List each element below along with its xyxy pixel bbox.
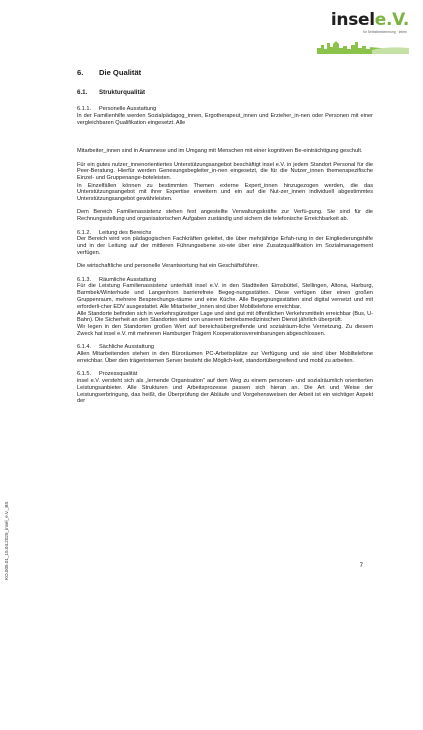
block-heading-raeumliche: 6.1.3. Räumliche Ausstattung — [77, 276, 157, 283]
subsection-heading: 6.1. Strukturqualität — [77, 89, 146, 96]
document-body — [77, 68, 373, 412]
paragraph: Die wirtschaftliche und personelle Verantwortung hat ein Geschäftsführer. — [77, 263, 259, 270]
block-heading-personelle: 6.1.1. Personelle Ausstattung — [77, 106, 157, 112]
document-code: KO.005.01_15.04.2025_insel_e.V._BS — [4, 501, 9, 580]
block-heading-leitung: 6.1.2. Leitung des Bereichs — [77, 229, 152, 236]
paragraph: Wir legen in den Standorten großen Wert auf bereichsübergreifende und sozialräum-liche Vernetzung. Zu diesem Zweck hat insel e.V. mit mehreren Hamburger Trägern Kooperationsvereinbarungen abgeschlossen. — [77, 324, 373, 337]
document-code-wrap — [4, 501, 12, 730]
paragraph: In der Familienhilfe werden Sozialpädagog_innen, Ergotherapeut_innen und Erzieher_in-nen oder Personen mit einer vergleichbaren Qualifikation eingesetzt. Alle — [77, 112, 373, 126]
insel-logo — [317, 12, 409, 54]
paragraph: Mitarbeiter_innen sind in Anamnese und im Umgang mit Menschen mit einer kognitiven Be-einträchtigung geschult. — [77, 148, 363, 155]
block-heading-prozess: 6.1.5. Prozessqualität — [77, 371, 138, 378]
block-heading-saechliche: 6.1.4. Sächliche Ausstattung — [77, 344, 155, 351]
paragraph: Allen Mitarbeitenden stehen in den Büroräumen PC-Arbeitsplätze zur Verfügung und sie sind über Mobiltelefone erreichbar. Über den trägerinternen Server besteht die Möglich-keit, standortübergreifend und mobil zu arbeiten. — [77, 351, 373, 364]
section-heading: 6. Die Qualität — [77, 68, 142, 77]
paragraph: In Einzelfällen können zu bestimmten Themen externe Expert_innen hinzugezogen werden, die das Unterstützungsangebot mit ihrer Expertise erweitern und ein auf die Nut-zer_innen individuell abgestimmtes Unterstützungsangebot gewährleisten. — [77, 182, 373, 203]
paragraph: Der Bereich wird von pädagogischen Fachkräften geleitet, die über mehrjährige Erfah-rung in der Eingliederungshilfe und in der Leitung auf der mittleren Führungsebene so-wie über eine Zusatzqualifikation im Sozialmanagement verfügen. — [77, 236, 373, 256]
logo-wordmark: insele.V. — [330, 10, 409, 30]
paragraph: Alle Standorte befinden sich in verkehrsgünstiger Lage und sind gut mit öffentlichen Verkehrsmitteln erreichbar (Bus, U-Bahn). Die Sicherheit an den Standorten wird von unserem betriebsmedizinischen Dienst jährlich überprüft. — [77, 310, 373, 324]
page-number: 7 — [359, 563, 363, 569]
skyline-icon — [317, 39, 409, 54]
paragraph: Für ein gutes nutzer_innenorientiertes Unterstützungsangebot beschäftigt insel e.V. in jedem Standort Personal für die Peer-Beratung. Hierfür werden Genesungsbegleiter_in-nen eingesetzt, die für die Nutzer_innen themenspezifische Einzel- und Gruppenange-boteleisten. — [77, 161, 373, 182]
paragraph: Für die Leistung Familienassistenz unterhält insel e.V. in den Stadtteilen Eimsbüttel, Stellingen, Altona, Harburg, Barmbek/Winterhude und Langenhorn barrierefreie Begeg-nungsstätten. Diese verfügen über einen großen Gruppenraum, mehrere Besprechungs-räume und eine Küche. Alle Begegnungsstätten sind digital vernetzt und mit erforderli-cher EDV ausgestattet. Alle Mitarbeiter_innen sind über Mobiltelefone erreichbar. — [77, 283, 373, 310]
paragraph: Dem Bereich Familienassistenz stehen fest angestellte Verwaltungskräfte zur Verfü-gung. Sie sind für die Rechnungsstellung und organisatorischen Aufgaben zuständig und sichern die telefonische Erreichbarkeit ab. — [77, 209, 373, 223]
paragraph: insel e.V. versteht sich als „lernende Organisation“ auf dem Weg zu einem personen- und sozialräumlich orientierten Leistungsanbieter. Alle Strukturen und Arbeitsprozesse passen sich hieran an. Die Art und Weise der Leistungserbringung, das heißt, die Überprüfung der Abläufe und Vorgehensweisen der Arbeit ist ein wichtiger Aspekt der — [77, 377, 373, 405]
logo-tagline: für Selbstbestimmung · leben — [362, 30, 407, 34]
